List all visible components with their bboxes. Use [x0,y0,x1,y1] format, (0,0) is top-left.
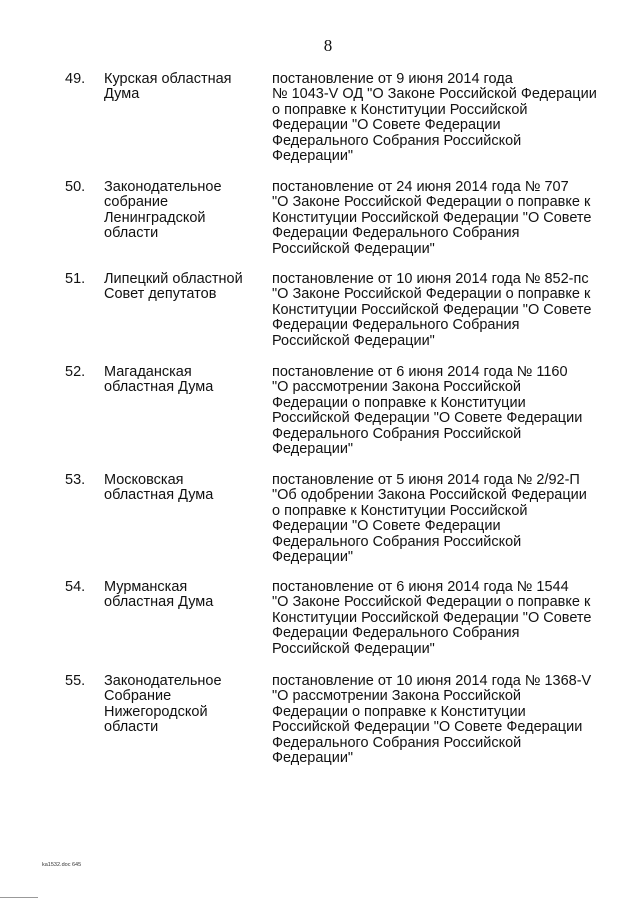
resolution-line: Конституции Российской Федерации "О Совете [272,609,592,626]
resolution-line: Федерации "О Совете Федерации [272,117,501,134]
entry-number: 52. [65,364,86,380]
organization-line: области [104,225,159,242]
scan-edge-line [0,897,38,898]
resolution-line: "О рассмотрении Закона Российской [272,688,522,705]
resolution-line: Федерации" [272,441,354,457]
organization-line: Нижегородской [104,703,208,720]
resolution-line: Федерации Федерального Собрания [272,625,520,642]
organization-line: Совет депутатов [104,286,217,303]
entry-number: 51. [65,271,86,287]
resolution-line: Федерации о поправке к Конституции [272,394,526,411]
resolution-line: постановление от 6 июня 2014 года № 1544 [272,579,569,595]
organization-line: областная Дума [104,487,214,504]
resolution-line: Федерального Собрания Российской [272,132,522,149]
organization-line: Законодательное [104,179,222,195]
resolution-line: Федерации Федерального Собрания [272,317,520,334]
resolution-line: Федерального Собрания Российской [272,425,522,442]
resolution-line: Конституции Российской Федерации "О Совете [272,209,592,226]
resolution-line: постановление от 24 июня 2014 года № 707 [272,179,569,195]
organization-line: области [104,719,159,736]
organization-line: Липецкий областной [104,271,243,287]
organization-line: Ленинградской [104,209,206,226]
organization-line: Московская [104,472,184,488]
organization-line: Мурманская [104,579,188,595]
resolution-line: Российской Федерации" [272,240,435,257]
resolution-line: Российской Федерации" [272,640,435,657]
organization-line: Законодательное [104,673,222,689]
resolution-line: Федерации "О Совете Федерации [272,518,501,535]
resolution-line: Федерального Собрания Российской [272,533,522,550]
resolution-line: Федерального Собрания Российской [272,734,522,751]
resolution-line: Федерации" [272,148,354,164]
resolution-line: Федерации" [272,549,354,565]
resolution-line: постановление от 9 июня 2014 года [272,71,513,87]
organization-line: Собрание [104,688,172,705]
resolution-line: постановление от 10 июня 2014 года № 1368-V [272,673,592,689]
resolution-line: "О Законе Российской Федерации о поправке к [272,286,591,303]
resolution-line: Федерации" [272,750,354,766]
entry-number: 54. [65,579,86,595]
resolution-line: о поправке к Конституции Российской [272,502,528,519]
entry-number: 49. [65,71,86,87]
resolution-line: Российской Федерации "О Совете Федерации [272,410,583,427]
resolution-line: Российской Федерации" [272,332,435,349]
resolution-line: "О Законе Российской Федерации о поправке к [272,194,591,211]
footer-file-code: ka1532.doc 645 [42,862,82,868]
resolution-line: "О Законе Российской Федерации о поправке к [272,594,591,611]
entry-number: 55. [65,673,86,689]
page-number: 8 [323,36,333,55]
organization-line: областная Дума [104,379,214,396]
resolution-line: постановление от 10 июня 2014 года № 852-пс [272,271,589,287]
resolution-line: постановление от 5 июня 2014 года № 2/92-П [272,472,580,488]
entry-number: 50. [65,179,86,195]
resolution-line: постановление от 6 июня 2014 года № 1160 [272,364,568,380]
resolution-line: "Об одобрении Закона Российской Федерации [272,487,587,504]
resolution-line: Федерации о поправке к Конституции [272,703,526,720]
resolution-line: № 1043-V ОД "О Законе Российской Федерации [272,86,597,103]
resolution-line: "О рассмотрении Закона Российской [272,379,522,396]
organization-line: Дума [104,86,140,103]
organization-line: Курская областная [104,71,232,87]
resolution-line: о поправке к Конституции Российской [272,101,528,118]
resolution-line: Российской Федерации "О Совете Федерации [272,719,583,736]
organization-line: Магаданская [104,364,192,380]
organization-line: областная Дума [104,594,214,611]
organization-line: собрание [104,194,169,211]
resolution-line: Конституции Российской Федерации "О Совете [272,301,592,318]
resolution-line: Федерации Федерального Собрания [272,225,520,242]
entry-number: 53. [65,472,86,488]
